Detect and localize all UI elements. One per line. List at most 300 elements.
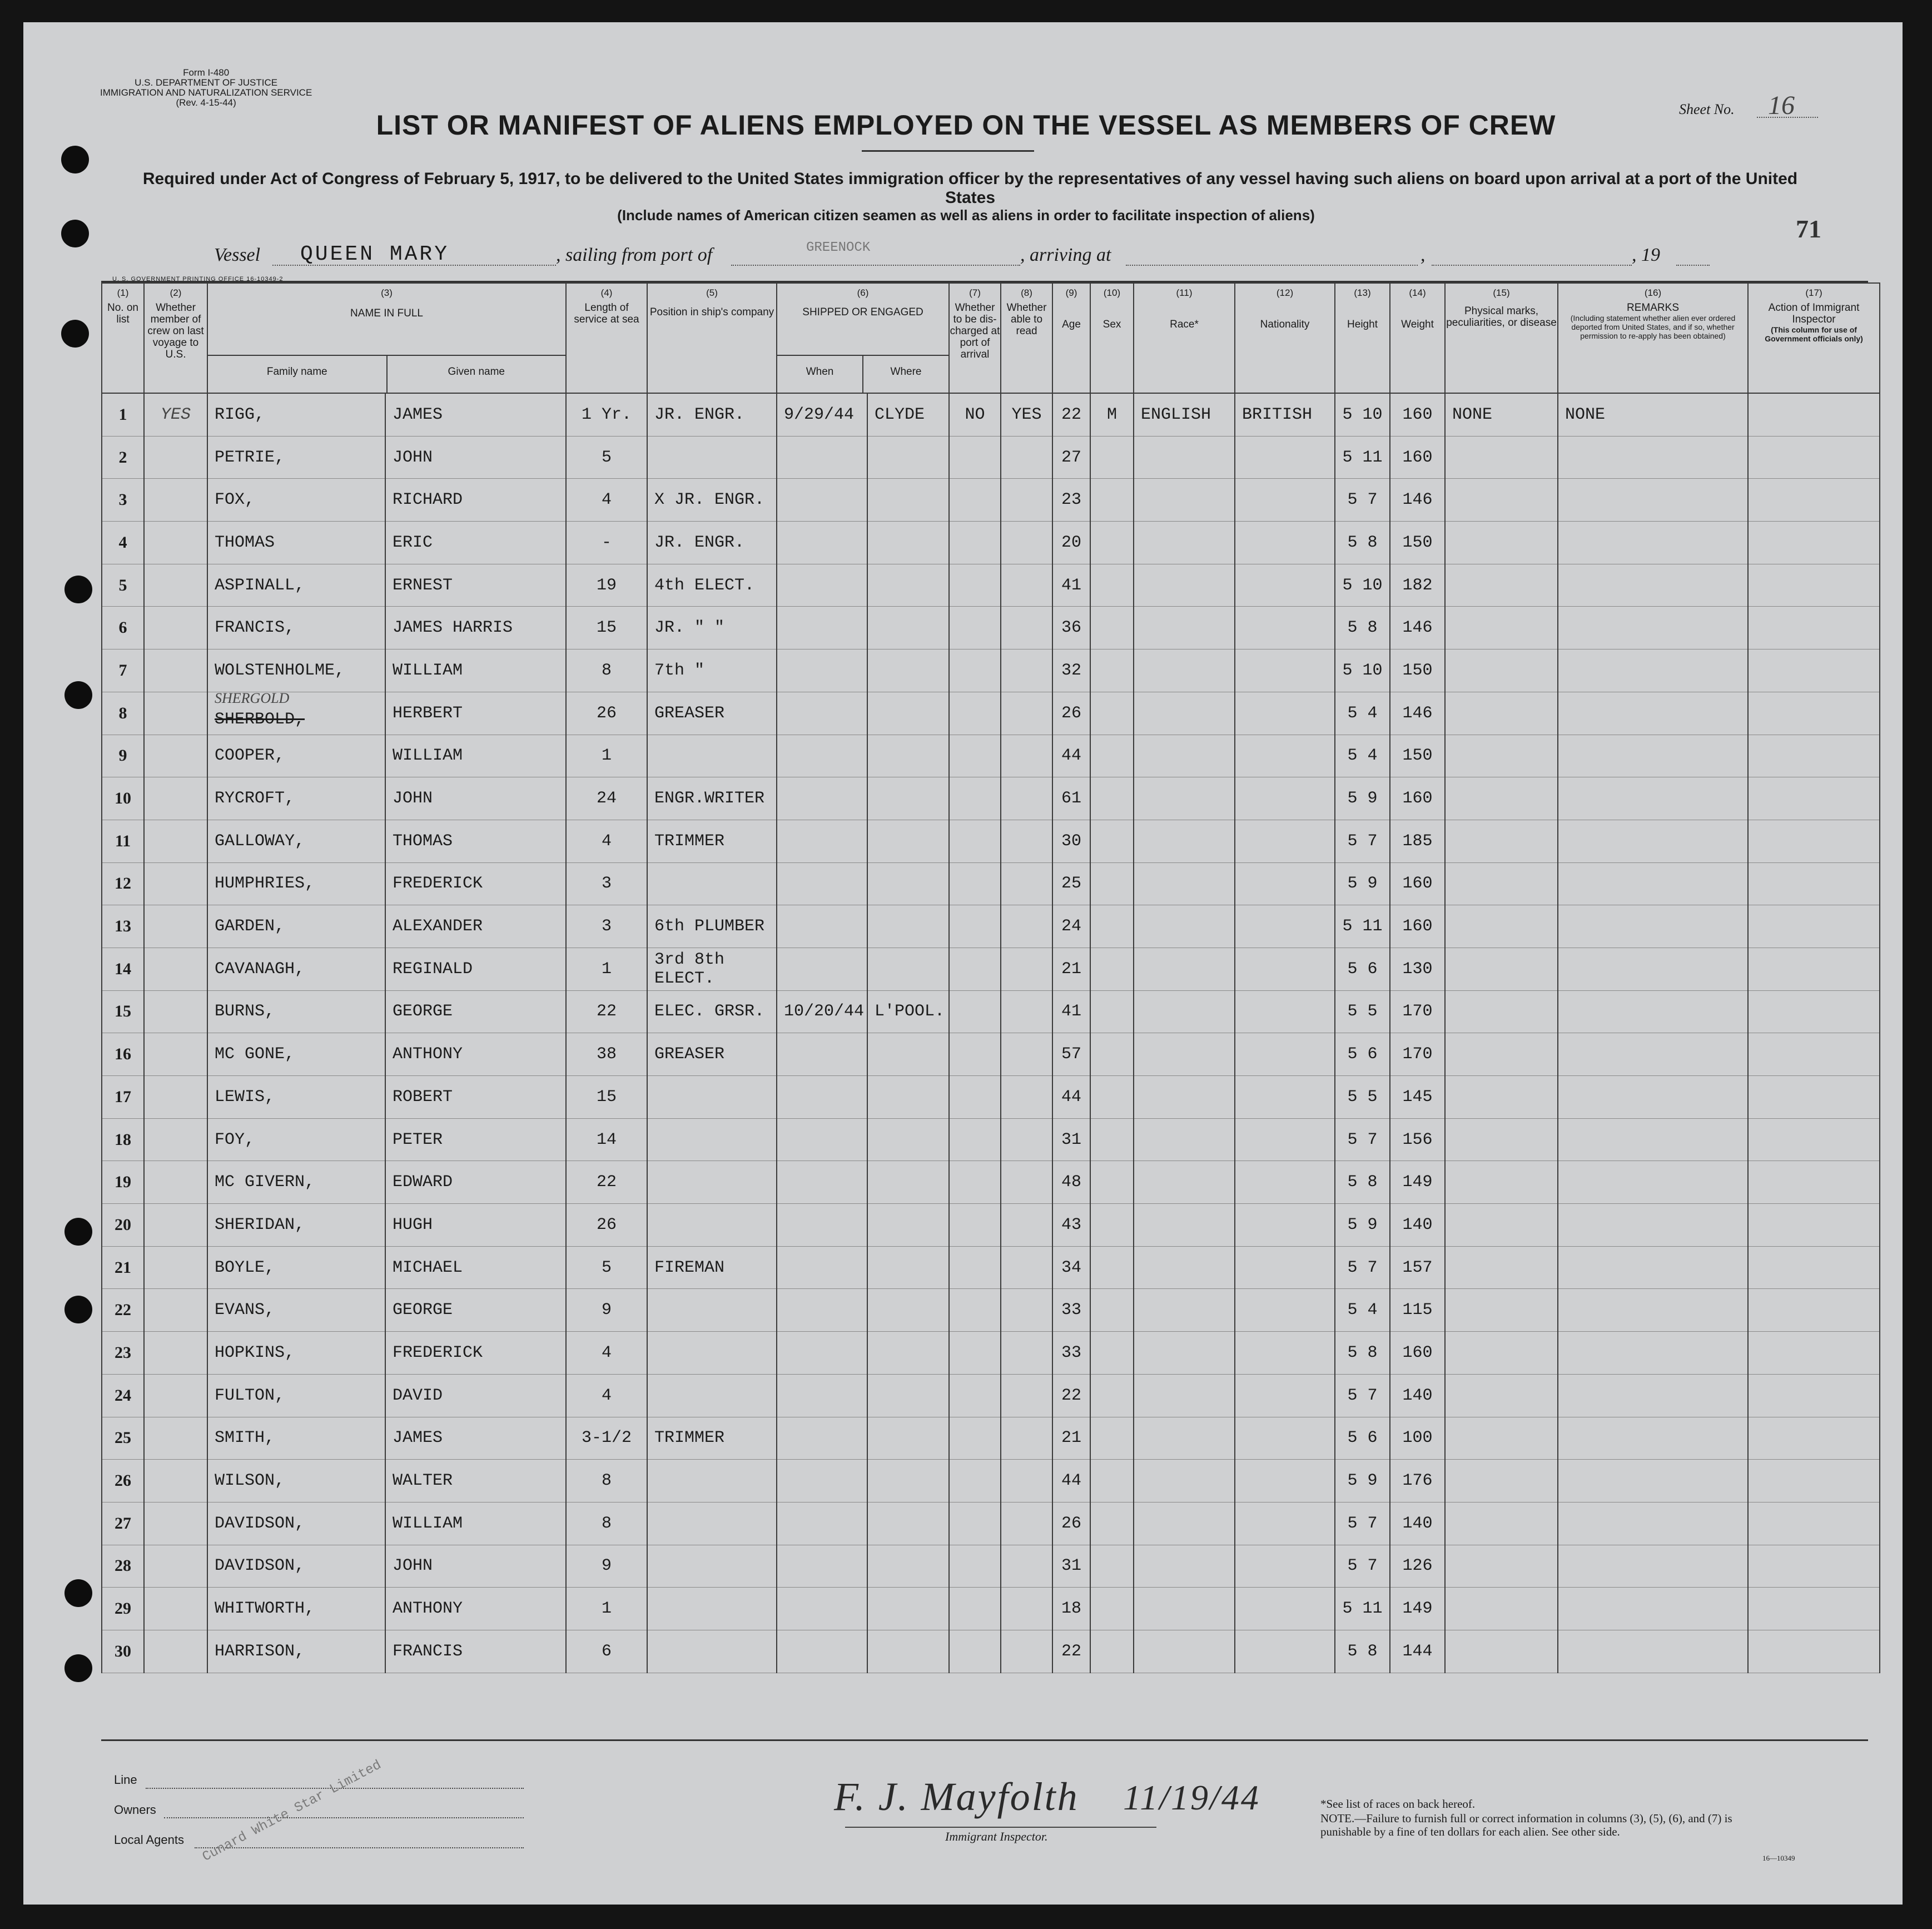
- age: 21: [1052, 1417, 1090, 1460]
- race: [1134, 1417, 1235, 1460]
- weight: 157: [1390, 1246, 1445, 1289]
- shipped-when: [777, 692, 867, 735]
- family-name: WHITWORTH,: [207, 1588, 385, 1630]
- sex: [1090, 522, 1134, 564]
- remarks: [1558, 1118, 1748, 1161]
- col-header-given: Given name: [386, 356, 566, 393]
- age: 41: [1052, 990, 1090, 1033]
- shipped-where: [867, 564, 949, 607]
- given-name: HUGH: [385, 1204, 566, 1247]
- family-name: SMITH,: [207, 1417, 385, 1460]
- row-number: 18: [102, 1118, 144, 1161]
- table-row: [102, 1374, 1880, 1417]
- race: [1134, 1374, 1235, 1417]
- crew-last-voyage: [144, 522, 207, 564]
- sailing-field-line: [731, 265, 1020, 266]
- service-length: 15: [566, 607, 647, 649]
- inspector-action: [1748, 1033, 1880, 1076]
- height: 5 7: [1335, 1545, 1390, 1588]
- table-row: [102, 1246, 1880, 1289]
- discharge: [949, 1332, 1001, 1375]
- nationality: [1235, 1289, 1335, 1332]
- shipped-where: [867, 1588, 949, 1630]
- able-to-read: [1001, 436, 1052, 479]
- table-row: [102, 522, 1880, 564]
- agents-field: [195, 1847, 524, 1848]
- local-agents-label: Local Agents: [114, 1833, 184, 1847]
- shipped-where: [867, 436, 949, 479]
- penalty-note: NOTE.—Failure to furnish full or correct information in columns (3), (5), (6), and (7) is punishable by a fine of ten dollars for each alien. See other side.: [1320, 1812, 1732, 1838]
- position: [647, 1161, 777, 1204]
- shipped-when: [777, 1161, 867, 1204]
- weight: 170: [1390, 990, 1445, 1033]
- family-name: HARRISON,: [207, 1630, 385, 1673]
- revision: (Rev. 4-15-44): [176, 97, 236, 108]
- table-row: [102, 1289, 1880, 1332]
- shipped-where: [867, 479, 949, 522]
- age: 31: [1052, 1545, 1090, 1588]
- discharge: [949, 1417, 1001, 1460]
- shipped-where: [867, 735, 949, 777]
- nationality: [1235, 862, 1335, 905]
- inspector-action: [1748, 777, 1880, 820]
- col-header-no: (1) No. on list: [102, 283, 144, 393]
- crew-last-voyage: [144, 1246, 207, 1289]
- row-number: 19: [102, 1161, 144, 1204]
- col-header-shipped: (6) SHIPPED OR ENGAGED When Where: [777, 283, 949, 393]
- shipped-when: [777, 820, 867, 862]
- table-row: [102, 1332, 1880, 1375]
- shipped-when: [777, 1118, 867, 1161]
- shipped-where: L'POOL.: [867, 990, 949, 1033]
- nationality: [1235, 692, 1335, 735]
- age: 30: [1052, 820, 1090, 862]
- discharge: [949, 1630, 1001, 1673]
- age: 43: [1052, 1204, 1090, 1247]
- sex: [1090, 692, 1134, 735]
- sex: [1090, 436, 1134, 479]
- height: 5 4: [1335, 735, 1390, 777]
- height: 5 9: [1335, 1204, 1390, 1247]
- weight: 160: [1390, 393, 1445, 436]
- inspector-action: [1748, 692, 1880, 735]
- col-header-crew: (2) Whether member of crew on last voyage to U.S.: [144, 283, 207, 393]
- able-to-read: [1001, 1076, 1052, 1119]
- able-to-read: [1001, 1204, 1052, 1247]
- sex: [1090, 1588, 1134, 1630]
- col-header-position: (5) Position in ship's company: [647, 283, 777, 393]
- able-to-read: [1001, 1460, 1052, 1502]
- physical-marks: [1445, 1630, 1558, 1673]
- race: ENGLISH: [1134, 393, 1235, 436]
- remarks: [1558, 1588, 1748, 1630]
- able-to-read: [1001, 1374, 1052, 1417]
- race: [1134, 1460, 1235, 1502]
- weight: 126: [1390, 1545, 1445, 1588]
- nationality: [1235, 479, 1335, 522]
- signature-date: 11/19/44: [1123, 1778, 1260, 1817]
- physical-marks: [1445, 479, 1558, 522]
- age: 44: [1052, 1460, 1090, 1502]
- family-name: RYCROFT,: [207, 777, 385, 820]
- sex: [1090, 649, 1134, 692]
- position: [647, 1545, 777, 1588]
- sex: [1090, 1630, 1134, 1673]
- able-to-read: [1001, 649, 1052, 692]
- weight: 140: [1390, 1204, 1445, 1247]
- shipped-when: [777, 1417, 867, 1460]
- shipped-when: [777, 649, 867, 692]
- form-header: [100, 68, 312, 108]
- races-note: *See list of races on back hereof.: [1320, 1797, 1476, 1811]
- punch-hole: [64, 1218, 92, 1246]
- height: 5 8: [1335, 1630, 1390, 1673]
- shipped-where: [867, 692, 949, 735]
- given-name: WILLIAM: [385, 1502, 566, 1545]
- row-number: 6: [102, 607, 144, 649]
- race: [1134, 1502, 1235, 1545]
- table-row: [102, 735, 1880, 777]
- race: [1134, 564, 1235, 607]
- race: [1134, 735, 1235, 777]
- given-name: EDWARD: [385, 1161, 566, 1204]
- punch-hole: [64, 576, 92, 603]
- position: FIREMAN: [647, 1246, 777, 1289]
- physical-marks: [1445, 948, 1558, 990]
- weight: 144: [1390, 1630, 1445, 1673]
- table-row: [102, 1076, 1880, 1119]
- row-number: 14: [102, 948, 144, 990]
- service-length: 19: [566, 564, 647, 607]
- crew-last-voyage: [144, 735, 207, 777]
- remarks: NONE: [1558, 393, 1748, 436]
- height: 5 11: [1335, 1588, 1390, 1630]
- height: 5 10: [1335, 649, 1390, 692]
- punch-hole: [64, 1579, 92, 1607]
- able-to-read: [1001, 1289, 1052, 1332]
- crew-last-voyage: [144, 607, 207, 649]
- weight: 149: [1390, 1161, 1445, 1204]
- discharge: [949, 1246, 1001, 1289]
- row-number: 12: [102, 862, 144, 905]
- able-to-read: [1001, 862, 1052, 905]
- discharge: [949, 1204, 1001, 1247]
- given-name: PETER: [385, 1118, 566, 1161]
- weight: 140: [1390, 1374, 1445, 1417]
- service-length: 9: [566, 1545, 647, 1588]
- able-to-read: [1001, 692, 1052, 735]
- given-name: DAVID: [385, 1374, 566, 1417]
- crew-last-voyage: [144, 1545, 207, 1588]
- row-number: 3: [102, 479, 144, 522]
- weight: 150: [1390, 522, 1445, 564]
- remarks: [1558, 905, 1748, 948]
- family-name: FULTON,: [207, 1374, 385, 1417]
- crew-last-voyage: [144, 1417, 207, 1460]
- race: [1134, 522, 1235, 564]
- nationality: [1235, 1161, 1335, 1204]
- shipped-where: [867, 1076, 949, 1119]
- nationality: [1235, 1076, 1335, 1119]
- inspector-action: [1748, 820, 1880, 862]
- form-code: 16—10349: [1762, 1854, 1795, 1862]
- date-comma: ,: [1421, 245, 1426, 265]
- shipped-where: [867, 1460, 949, 1502]
- inspector-action: [1748, 1289, 1880, 1332]
- crew-last-voyage: [144, 1076, 207, 1119]
- crew-last-voyage: [144, 990, 207, 1033]
- service-length: 8: [566, 649, 647, 692]
- race: [1134, 990, 1235, 1033]
- punch-hole: [61, 320, 89, 348]
- line-label: Line: [114, 1773, 137, 1787]
- position: 4th ELECT.: [647, 564, 777, 607]
- shipped-where: [867, 1374, 949, 1417]
- row-number: 28: [102, 1545, 144, 1588]
- given-name: ERIC: [385, 522, 566, 564]
- given-name: JOHN: [385, 1545, 566, 1588]
- family-name: PETRIE,: [207, 436, 385, 479]
- race: [1134, 820, 1235, 862]
- age: 31: [1052, 1118, 1090, 1161]
- inspector-action: [1748, 1417, 1880, 1460]
- year-label: , 19: [1632, 245, 1660, 265]
- table-row: [102, 777, 1880, 820]
- department: U.S. DEPARTMENT OF JUSTICE: [135, 77, 278, 88]
- remarks: [1558, 1033, 1748, 1076]
- race: [1134, 1630, 1235, 1673]
- able-to-read: [1001, 1033, 1052, 1076]
- row-number: 20: [102, 1204, 144, 1247]
- able-to-read: [1001, 948, 1052, 990]
- sex: [1090, 1076, 1134, 1119]
- given-name: ROBERT: [385, 1076, 566, 1119]
- table-row: [102, 692, 1880, 735]
- sex: [1090, 1460, 1134, 1502]
- handwritten-correction: SHERGOLD: [215, 690, 290, 706]
- row-number: 11: [102, 820, 144, 862]
- family-name: BOYLE,: [207, 1246, 385, 1289]
- shipped-when: [777, 777, 867, 820]
- weight: 115: [1390, 1289, 1445, 1332]
- position: [647, 735, 777, 777]
- service: IMMIGRATION AND NATURALIZATION SERVICE: [100, 87, 312, 98]
- nationality: [1235, 1118, 1335, 1161]
- shipped-where: [867, 1118, 949, 1161]
- remarks: [1558, 1204, 1748, 1247]
- discharge: [949, 1502, 1001, 1545]
- row-number: 29: [102, 1588, 144, 1630]
- able-to-read: [1001, 905, 1052, 948]
- position: [647, 862, 777, 905]
- crew-last-voyage: [144, 948, 207, 990]
- service-length: 22: [566, 990, 647, 1033]
- family-name: LEWIS,: [207, 1076, 385, 1119]
- given-name: MICHAEL: [385, 1246, 566, 1289]
- family-name: THOMAS: [207, 522, 385, 564]
- weight: 182: [1390, 564, 1445, 607]
- crew-last-voyage: [144, 862, 207, 905]
- position: JR. ENGR.: [647, 393, 777, 436]
- col-header-weight: (14) Weight: [1390, 283, 1445, 393]
- age: 22: [1052, 393, 1090, 436]
- remarks: [1558, 692, 1748, 735]
- crew-last-voyage: [144, 1588, 207, 1630]
- height: 5 9: [1335, 862, 1390, 905]
- inspector-action: [1748, 1374, 1880, 1417]
- height: 5 5: [1335, 990, 1390, 1033]
- crew-last-voyage: [144, 1118, 207, 1161]
- given-name: JAMES: [385, 393, 566, 436]
- weight: 146: [1390, 479, 1445, 522]
- shipped-where: [867, 522, 949, 564]
- nationality: BRITISH: [1235, 393, 1335, 436]
- able-to-read: [1001, 1630, 1052, 1673]
- nationality: [1235, 948, 1335, 990]
- punch-hole: [61, 146, 89, 173]
- age: 26: [1052, 692, 1090, 735]
- remarks: [1558, 1374, 1748, 1417]
- sex: [1090, 1502, 1134, 1545]
- discharge: [949, 692, 1001, 735]
- age: 20: [1052, 522, 1090, 564]
- row-number: 13: [102, 905, 144, 948]
- sex: [1090, 735, 1134, 777]
- weight: 185: [1390, 820, 1445, 862]
- able-to-read: [1001, 1417, 1052, 1460]
- given-name: JOHN: [385, 777, 566, 820]
- owners-field: [164, 1817, 524, 1818]
- discharge: [949, 1588, 1001, 1630]
- age: 32: [1052, 649, 1090, 692]
- given-name: WILLIAM: [385, 735, 566, 777]
- position: [647, 1204, 777, 1247]
- inspector-action: [1748, 735, 1880, 777]
- row-number: 15: [102, 990, 144, 1033]
- inspector-action: [1748, 948, 1880, 990]
- shipped-where: [867, 1332, 949, 1375]
- sex: [1090, 1545, 1134, 1588]
- crew-last-voyage: [144, 1161, 207, 1204]
- nationality: [1235, 1545, 1335, 1588]
- nationality: [1235, 1246, 1335, 1289]
- discharge: [949, 990, 1001, 1033]
- crew-table: [101, 282, 1880, 1673]
- family-name: EVANS,: [207, 1289, 385, 1332]
- weight: 149: [1390, 1588, 1445, 1630]
- physical-marks: NONE: [1445, 393, 1558, 436]
- sheet-label: Sheet No.: [1679, 101, 1735, 117]
- row-number: 7: [102, 649, 144, 692]
- family-name: DAVIDSON,: [207, 1502, 385, 1545]
- service-length: 14: [566, 1118, 647, 1161]
- age: 36: [1052, 607, 1090, 649]
- sex: [1090, 1246, 1134, 1289]
- title-rule: [862, 150, 1034, 152]
- nationality: [1235, 905, 1335, 948]
- discharge: [949, 1161, 1001, 1204]
- nationality: [1235, 990, 1335, 1033]
- shipped-where: [867, 1246, 949, 1289]
- height: 5 7: [1335, 1374, 1390, 1417]
- discharge: [949, 607, 1001, 649]
- height: 5 6: [1335, 1033, 1390, 1076]
- weight: 140: [1390, 1502, 1445, 1545]
- nationality: [1235, 522, 1335, 564]
- inspector-action: [1748, 564, 1880, 607]
- crew-last-voyage: [144, 692, 207, 735]
- race: [1134, 1204, 1235, 1247]
- year-field-line: [1676, 265, 1710, 266]
- height: 5 11: [1335, 436, 1390, 479]
- remarks: [1558, 607, 1748, 649]
- age: 27: [1052, 436, 1090, 479]
- age: 22: [1052, 1630, 1090, 1673]
- weight: 130: [1390, 948, 1445, 990]
- shipped-when: [777, 522, 867, 564]
- sex: [1090, 1417, 1134, 1460]
- remarks: [1558, 820, 1748, 862]
- weight: 156: [1390, 1118, 1445, 1161]
- physical-marks: [1445, 777, 1558, 820]
- shipped-where: [867, 820, 949, 862]
- remarks: [1558, 564, 1748, 607]
- family-name: FRANCIS,: [207, 607, 385, 649]
- service-length: 26: [566, 692, 647, 735]
- age: 33: [1052, 1289, 1090, 1332]
- inspector-action: [1748, 1588, 1880, 1630]
- row-number: 24: [102, 1374, 144, 1417]
- age: 33: [1052, 1332, 1090, 1375]
- table-row: [102, 1460, 1880, 1502]
- service-length: 6: [566, 1630, 647, 1673]
- row-number: 16: [102, 1033, 144, 1076]
- given-name: FREDERICK: [385, 1332, 566, 1375]
- row-number: 1: [102, 393, 144, 436]
- inspector-signature: F. J. Mayfolth: [834, 1774, 1079, 1819]
- height: 5 10: [1335, 564, 1390, 607]
- sex: [1090, 1161, 1134, 1204]
- col-header-discharge: (7) Whether to be dis-charged at port of arrival: [949, 283, 1001, 393]
- height: 5 8: [1335, 1332, 1390, 1375]
- discharge: [949, 905, 1001, 948]
- height: 5 10: [1335, 393, 1390, 436]
- sex: [1090, 1332, 1134, 1375]
- remarks: [1558, 862, 1748, 905]
- race: [1134, 436, 1235, 479]
- row-number: 10: [102, 777, 144, 820]
- race: [1134, 862, 1235, 905]
- shipped-when: [777, 1332, 867, 1375]
- given-name: RICHARD: [385, 479, 566, 522]
- service-length: 38: [566, 1033, 647, 1076]
- weight: 150: [1390, 649, 1445, 692]
- physical-marks: [1445, 522, 1558, 564]
- table-row: [102, 607, 1880, 649]
- sex: [1090, 1204, 1134, 1247]
- given-name: JOHN: [385, 436, 566, 479]
- col-header-action: (17) Action of Immigrant Inspector (This column for use of Government officials only): [1748, 283, 1880, 393]
- col-header-name: (3) NAME IN FULL Family name Given name: [207, 283, 566, 393]
- height: 5 11: [1335, 905, 1390, 948]
- nationality: [1235, 1417, 1335, 1460]
- position: TRIMMER: [647, 1417, 777, 1460]
- shipped-when: [777, 862, 867, 905]
- table-bottom-rule: [101, 1739, 1868, 1741]
- position: [647, 1588, 777, 1630]
- shipped-where: [867, 1502, 949, 1545]
- remarks: [1558, 649, 1748, 692]
